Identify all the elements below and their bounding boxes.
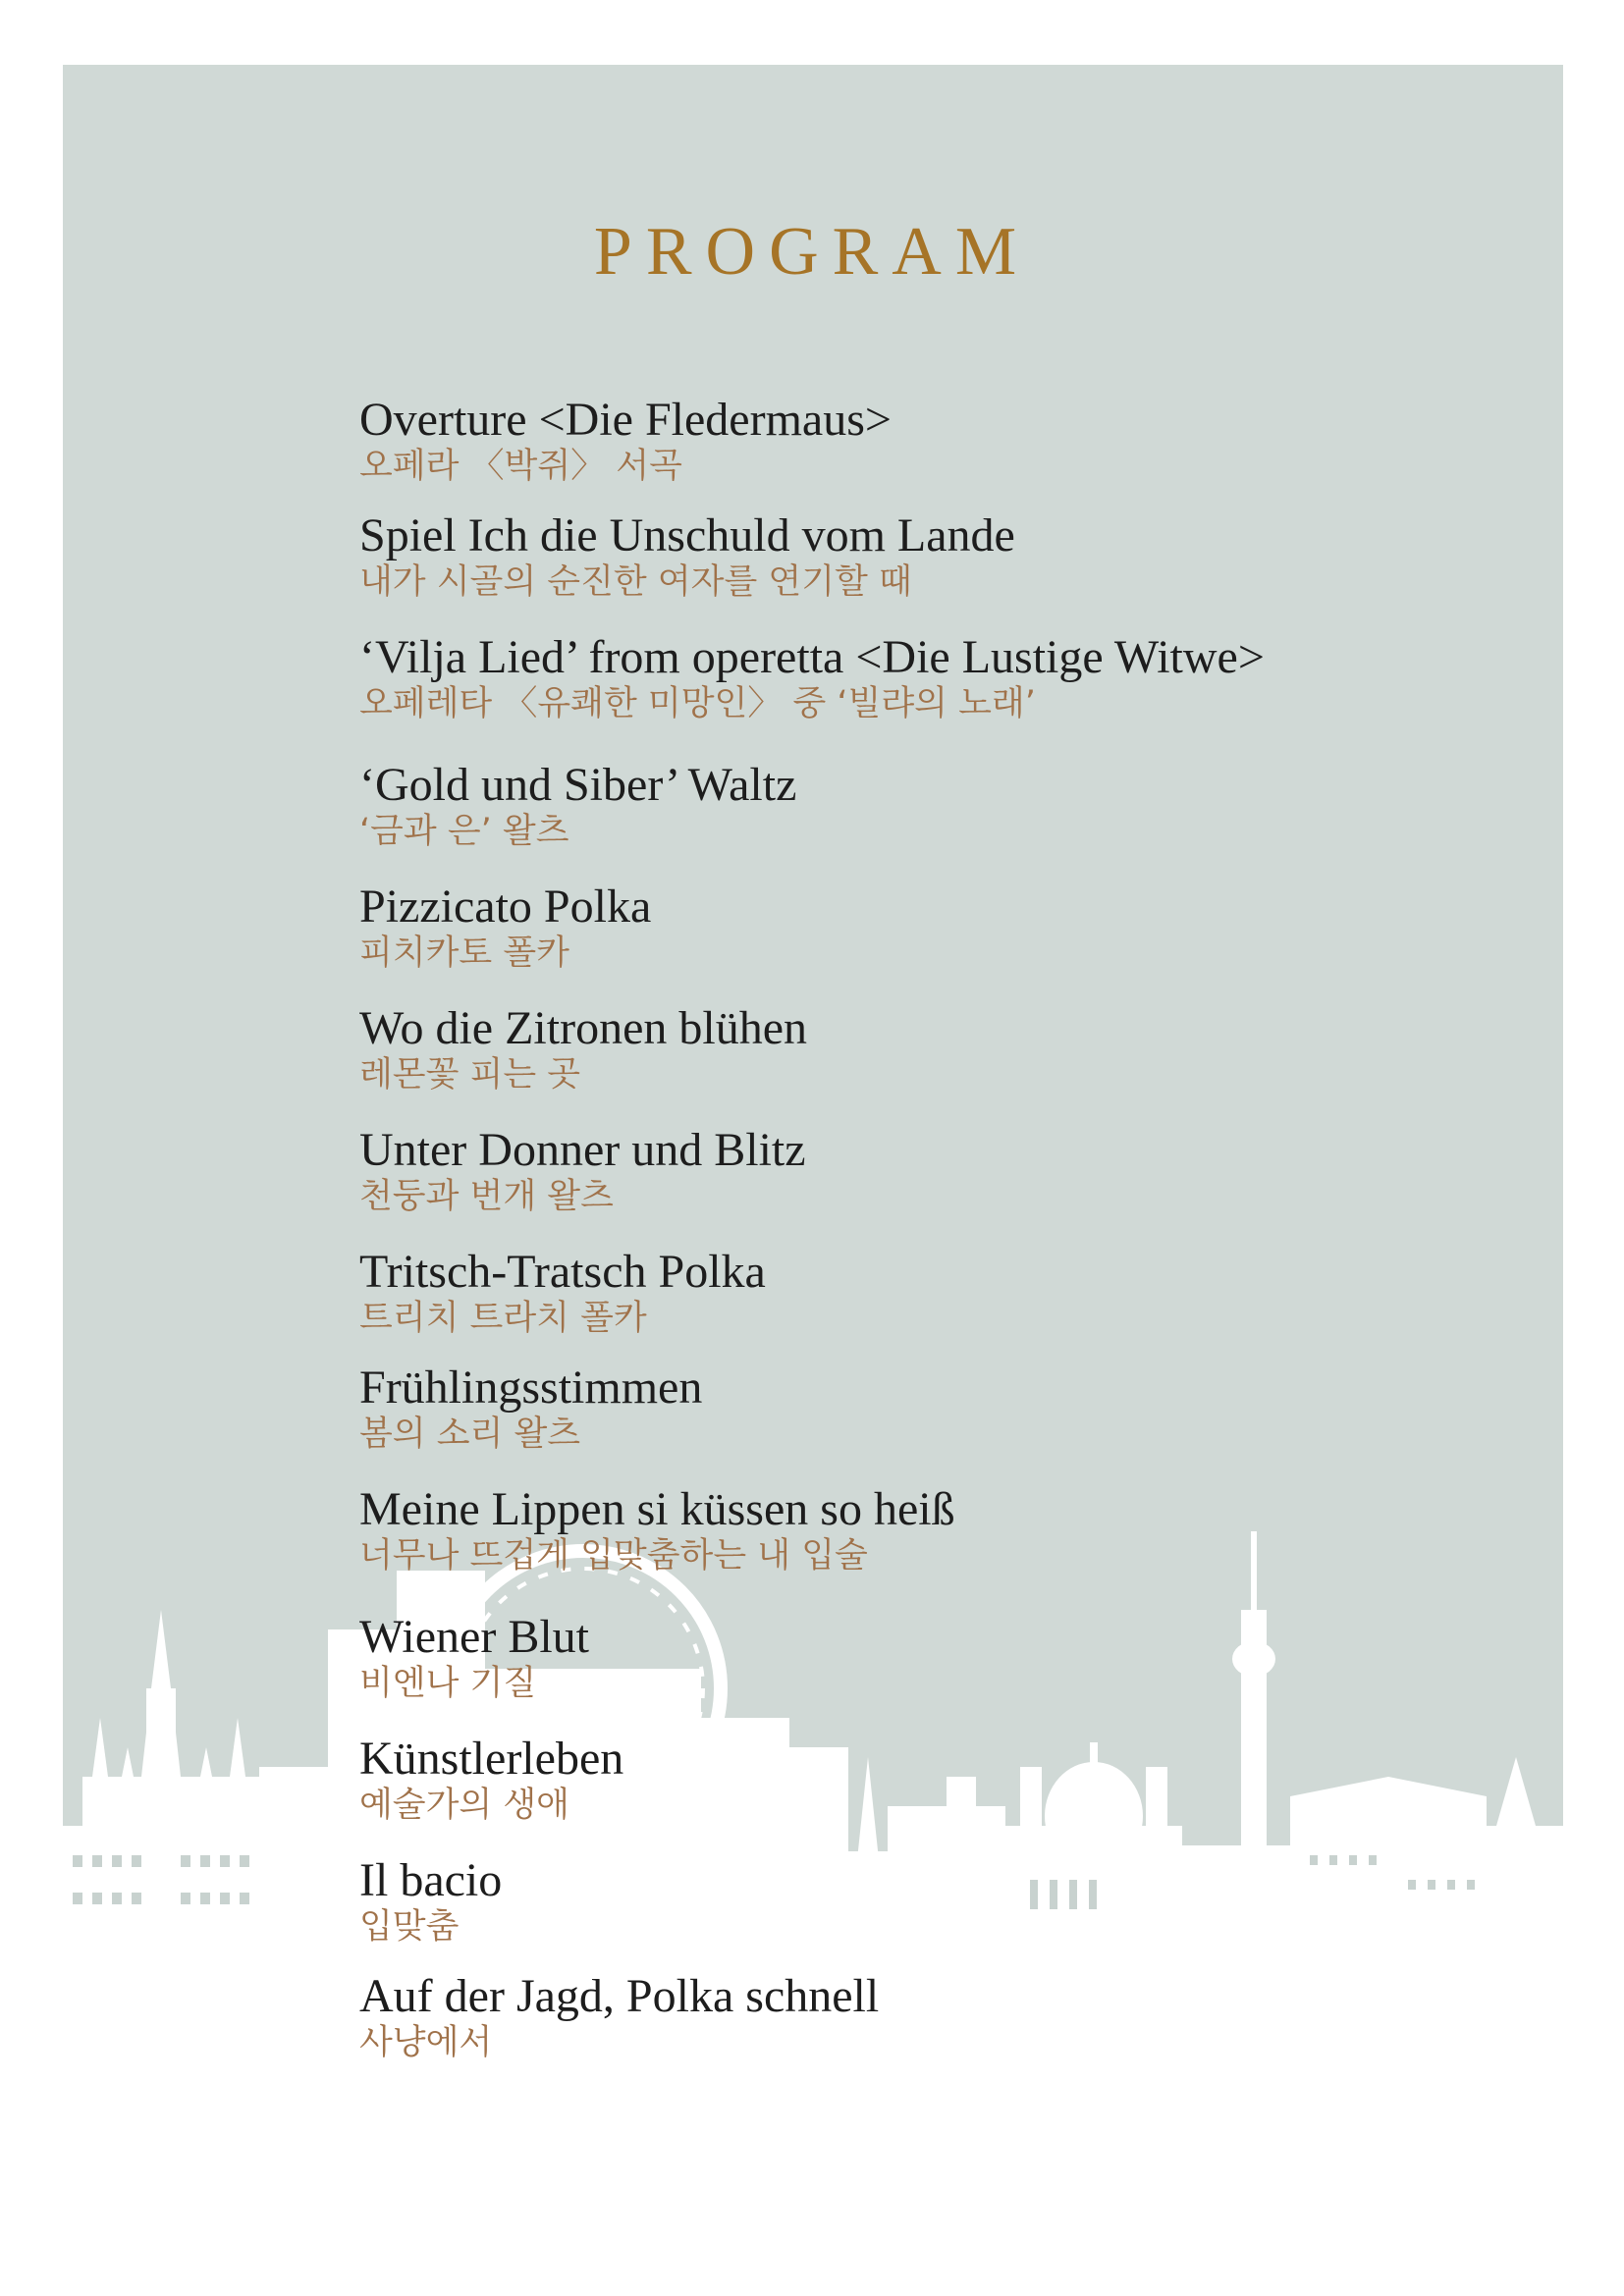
piece-title: Spiel Ich die Unschuld vom Lande: [359, 509, 1015, 561]
piece-title-korean: ‘금과 은’ 왈츠: [359, 812, 569, 851]
piece-title-korean: 비엔나 기질: [359, 1664, 537, 1703]
program-item: [359, 1483, 1538, 1575]
piece-title-korean: 너무나 뜨겁게 입맞춤하는 내 입술: [359, 1536, 868, 1575]
piece-title: ‘Gold und Siber’ Waltz: [359, 759, 797, 811]
piece-title-korean: 레몬꽃 피는 곳: [359, 1055, 581, 1095]
program-item: [359, 509, 1538, 602]
piece-title: Il bacio: [359, 1854, 503, 1906]
piece-title-korean: 사냥에서: [359, 2023, 493, 2062]
piece-title-korean: 봄의 소리 왈츠: [359, 1415, 581, 1454]
piece-title: Tritsch-Tratsch Polka: [359, 1246, 766, 1298]
piece-title: Pizzicato Polka: [359, 881, 652, 933]
piece-title-korean: 피치카토 폴카: [359, 934, 569, 973]
piece-title-korean: 입맞춤: [359, 1907, 460, 1947]
program-item: [359, 394, 1538, 486]
program-item: [359, 1002, 1538, 1095]
piece-title: Auf der Jagd, Polka schnell: [359, 1970, 880, 2022]
piece-title-korean: 트리치 트라치 폴카: [359, 1299, 647, 1338]
program-item: [359, 1854, 1538, 1947]
piece-title-korean: 예술가의 생애: [359, 1786, 569, 1825]
piece-title-korean: 오페라 〈박쥐〉 서곡: [359, 447, 682, 486]
page-title: PROGRAM: [593, 214, 1031, 290]
piece-title: Künstlerleben: [359, 1733, 624, 1785]
program-item: [359, 759, 1538, 851]
program-item: [359, 1735, 1538, 1823]
piece-title-korean: 내가 시골의 순진한 여자를 연기할 때: [359, 562, 912, 602]
piece-title: Overture <Die Fledermaus>: [359, 394, 892, 446]
program-item: [359, 883, 1538, 971]
program-item: [359, 1124, 1538, 1216]
piece-title: Meine Lippen si küssen so heiß: [359, 1483, 955, 1535]
program-item: [359, 1611, 1538, 1703]
program-item: [359, 1364, 1538, 1452]
piece-title: Unter Donner und Blitz: [359, 1124, 806, 1176]
piece-title: Wiener Blut: [359, 1611, 589, 1663]
program-item: [359, 1970, 1538, 2062]
piece-title: Wo die Zitronen blühen: [359, 1002, 808, 1054]
program-item: [359, 631, 1538, 723]
program-item: [359, 1246, 1538, 1338]
piece-title: Frühlingsstimmen: [359, 1362, 703, 1414]
piece-title-korean: 천둥과 번개 왈츠: [359, 1177, 614, 1216]
piece-title-korean: 오페레타 〈유쾌한 미망인〉 중 ‘빌랴의 노래’: [359, 684, 1036, 723]
piece-title: ‘Vilja Lied’ from operetta <Die Lustige Witwe>: [359, 631, 1265, 683]
